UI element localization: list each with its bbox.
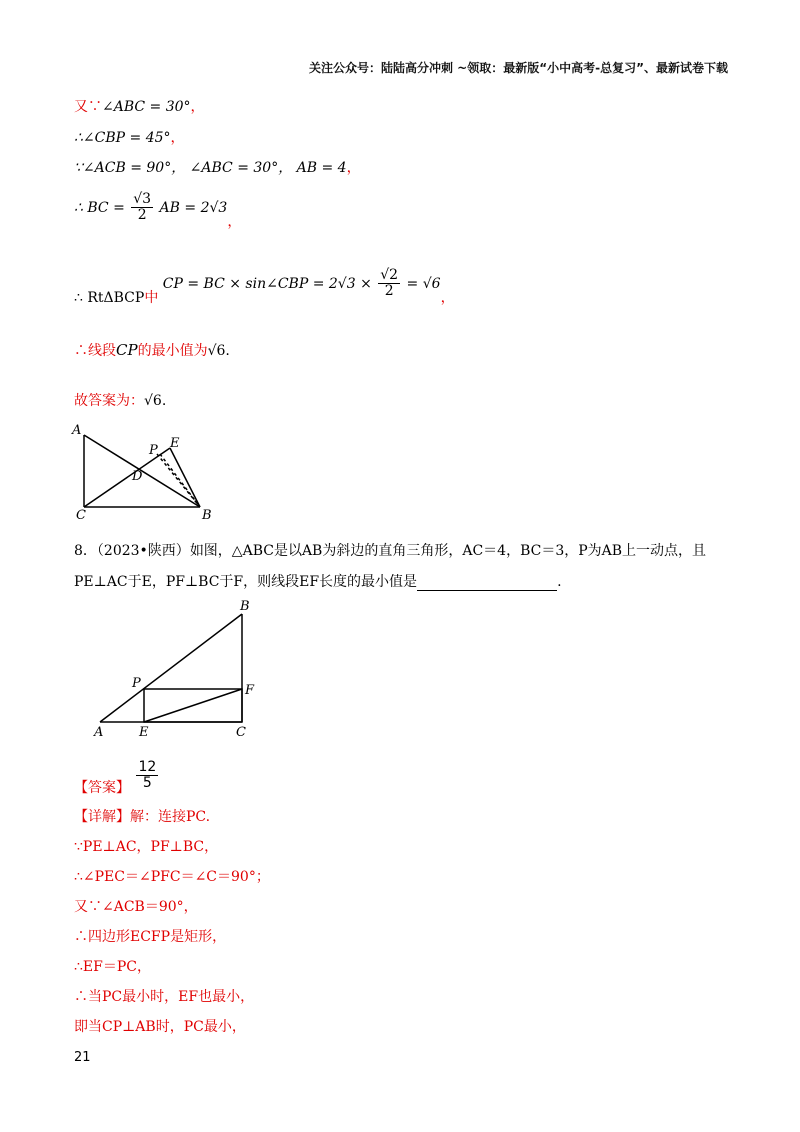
segment-ef <box>144 689 242 722</box>
punct: ， <box>170 130 185 146</box>
detail-line-7: 即当CP⊥AB时，PC最小， <box>74 1019 246 1035</box>
problem-8-line-1: 8．（2023•陕西）如图，△ABC是以AB为斜边的直角三角形，AC＝4，BC＝3，P为AB上一动点，且 <box>74 543 707 559</box>
math-expression: ∴∠CBP = 45° <box>74 130 171 146</box>
text-mid: 中 <box>144 289 159 306</box>
segment-ab <box>100 614 242 722</box>
solution-line-6: ∴线段CP的最小值为√6. <box>74 341 230 359</box>
problem-8-line-2: PE⊥AC于E，PF⊥BC于F，则线段EF长度的最小值是 . <box>74 574 562 590</box>
detail-line-6: ∴当PC最小时，EF也最小， <box>74 989 255 1005</box>
page-number: 21 <box>74 1050 91 1065</box>
solution-line-2 <box>74 127 185 147</box>
detail-line-3: 又∵∠ACB＝90°， <box>74 899 198 915</box>
label-b: B <box>240 599 250 614</box>
label-e: E <box>170 436 180 451</box>
page-header: 关注公众号：陆陆高分冲刺 ~领取：最新版“小中高考-总复习”、最新试卷下载 <box>309 61 728 75</box>
math-lhs: ∴ BC = <box>74 199 125 216</box>
label-b: B <box>202 508 212 523</box>
label-a: A <box>94 725 104 740</box>
segment-pb-dashed-2 <box>160 454 200 507</box>
punct: ， <box>346 160 361 176</box>
figure-2 <box>86 596 266 741</box>
label-e: E <box>139 725 149 740</box>
answer-label: 【答案】 <box>74 779 130 796</box>
answer-line <box>74 759 160 796</box>
math-expression: ∠ABC = 30° <box>102 99 191 115</box>
solution-line-3 <box>74 157 361 177</box>
label-f: F <box>245 683 255 698</box>
solution-line-5 <box>74 267 455 306</box>
fraction: $\frac{√2}{2}$ <box>380 267 399 300</box>
detail-label: 【详解】 <box>74 809 130 825</box>
fraction: $\frac{√3}{2}$ <box>133 191 152 224</box>
label-p: P <box>132 676 141 691</box>
label-d: D <box>132 469 143 484</box>
label-c: C <box>76 508 86 523</box>
punct: ， <box>190 99 205 115</box>
detail-line-0: 【详解】解：连接PC. <box>74 809 211 825</box>
math-expression: ∵∠ACB = 90°， ∠ABC = 30°， AB = 4 <box>74 160 347 176</box>
solution-line-4 <box>74 191 242 230</box>
solution-line-1 <box>74 96 205 116</box>
math-rhs: = √6 <box>406 275 441 292</box>
figure-1 <box>70 420 230 525</box>
detail-line-2: ∴∠PEC＝∠PFC＝∠C＝90°； <box>74 869 270 885</box>
math-expression: CP = BC × sin∠CBP = 2√3 × <box>162 275 372 292</box>
label-p: P <box>149 443 158 458</box>
label-c: C <box>236 725 246 740</box>
answer-blank[interactable] <box>417 576 557 591</box>
text-prefix: 又∵ <box>74 99 102 115</box>
punct: ， <box>227 213 242 230</box>
detail-line-5: ∴EF＝PC， <box>74 959 151 975</box>
answer-fraction: $\frac{12}{5}$ <box>138 759 157 792</box>
math-prefix: ∴ RtΔBCP <box>74 289 145 306</box>
label-a: A <box>72 423 82 438</box>
solution-line-7: 故答案为：√6. <box>74 393 167 409</box>
detail-line-1: ∵PE⊥AC，PF⊥BC， <box>74 839 219 855</box>
punct: ， <box>440 289 455 306</box>
detail-line-4: ∴四边形ECFP是矩形， <box>74 929 227 945</box>
math-rhs: AB = 2√3 <box>159 199 228 216</box>
